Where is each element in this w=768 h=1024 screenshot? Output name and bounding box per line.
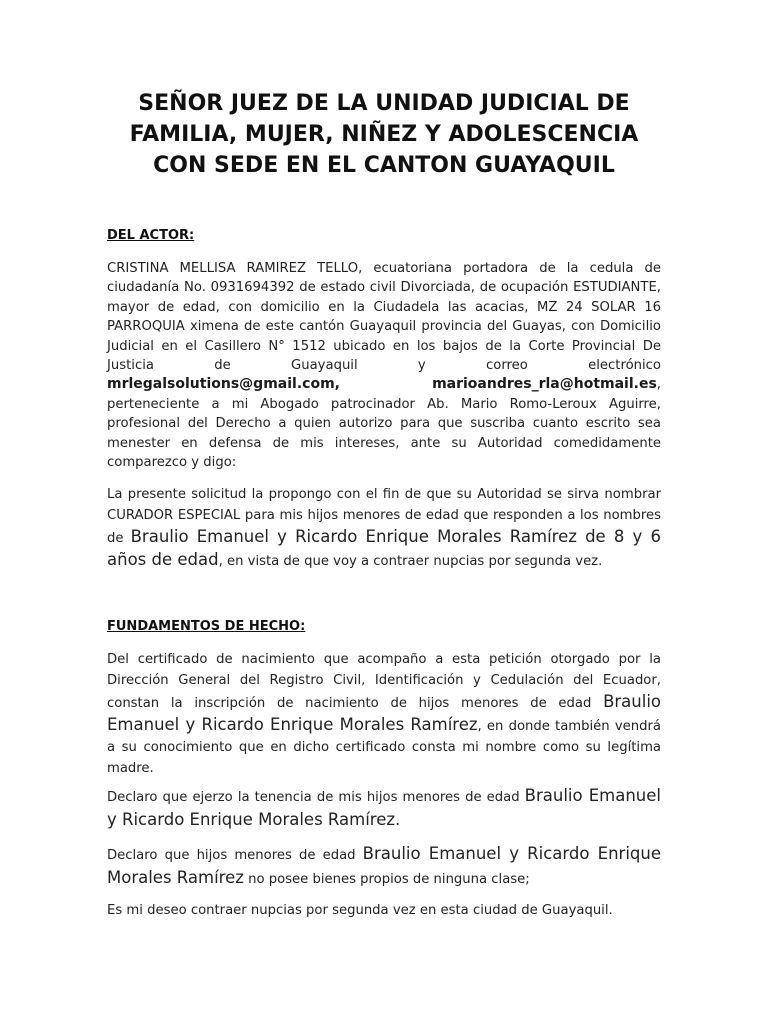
solicitud-paragraph [107, 484, 661, 572]
actor-emails-line [107, 375, 661, 394]
email-2-wrapper [432, 375, 661, 394]
cert-text-1: Del certificado de nacimiento que acompaño a esta petición otorgado por la Dirección General del Registro Civil, Identificación y Cedulación del Ecuador, constan la inscripción de nacimiento de hijos menores de edad [107, 652, 661, 711]
actor-text-after-emails: perteneciente a mi Abogado patrocinador Ab. Mario Romo-Leroux Aguirre, profesional del Derecho a quien autorizo para que suscriba cuanto escrito sea menester en defensa de mis intereses, ante su Autoridad comedidamente comparezco y digo: [107, 396, 661, 471]
tenencia-paragraph [107, 785, 661, 833]
title-line-3: CON SEDE EN EL CANTON GUAYAQUIL [153, 153, 615, 178]
bienes-text-1: Declaro que hijos menores de edad [107, 848, 363, 863]
fundamentos-heading-suffix: : [300, 619, 306, 634]
tenencia-text: Declaro que ejerzo la tenencia de mis hijos menores de edad [107, 790, 525, 805]
document-page [107, 88, 661, 918]
cert-names: Braulio Emanuel y Ricardo Enrique Morales Ramírez [107, 692, 661, 734]
tenencia-names: Braulio Emanuel y Ricardo Enrique Morales Ramírez. [107, 786, 661, 829]
actor-text-before-emails: CRISTINA MELLISA RAMIREZ TELLO, ecuatoriana portadora de la cedula de ciudadanía No. 0931694392 de estado civil Divorciada, de ocupación ESTUDIANTE, mayor de edad, con domicilio en la Ciudadela las acacias, MZ 24 SOLAR 16 PARROQUIA ximena de este cantón Guayaquil provincia del Guayas, con Domicilio Judicial en el Casillero N° 1512 ubicado en los bajos de la Corte Provincial De Justicia de Guayaquil y correo electrónico [107, 261, 661, 374]
title-line-1: SEÑOR JUEZ DE LA UNIDAD JUDICIAL DE [138, 91, 630, 116]
title-line-2: FAMILIA, MUJER, NIÑEZ Y ADOLESCENCIA [129, 122, 639, 147]
actor-heading: DEL ACTOR: [107, 228, 195, 243]
document-title [107, 88, 661, 181]
solicitud-text-2: , en vista de que voy a contraer nupcias por segunda vez. [218, 554, 603, 569]
certificado-paragraph [107, 649, 661, 779]
email-link-2[interactable]: marioandres_rla@hotmail.es [432, 376, 657, 393]
fundamentos-heading [107, 619, 305, 634]
solicitud-names: Braulio Emanuel y Ricardo Enrique Morales Ramírez de 8 y 6 años de edad [107, 527, 661, 569]
bienes-names: Braulio Emanuel y Ricardo Enrique Morales Ramírez [107, 844, 661, 887]
email-link-1[interactable]: mrlegalsolutions@gmail.com, [107, 376, 340, 393]
email-2-suffix: , [656, 377, 661, 393]
bienes-text-2: no posee bienes propios de ninguna clase; [243, 872, 530, 887]
fundamentos-heading-text: FUNDAMENTOS DE HECHO [107, 619, 301, 634]
bienes-paragraph [107, 843, 661, 891]
deseo-paragraph: Es mi deseo contraer nupcias por segunda vez en esta ciudad de Guayaquil. [107, 903, 613, 918]
solicitud-text-1: La presente solicitud la propongo con el fin de que su Autoridad se sirva nombrar CURADOR ESPECIAL para mis hijos menores de edad que responden a los nombres de [107, 487, 661, 546]
actor-paragraph [107, 259, 661, 472]
cert-text-2: , en donde también vendrá a su conocimiento que en dicho certificado consta mi nombre como su legítima madre. [107, 719, 661, 776]
